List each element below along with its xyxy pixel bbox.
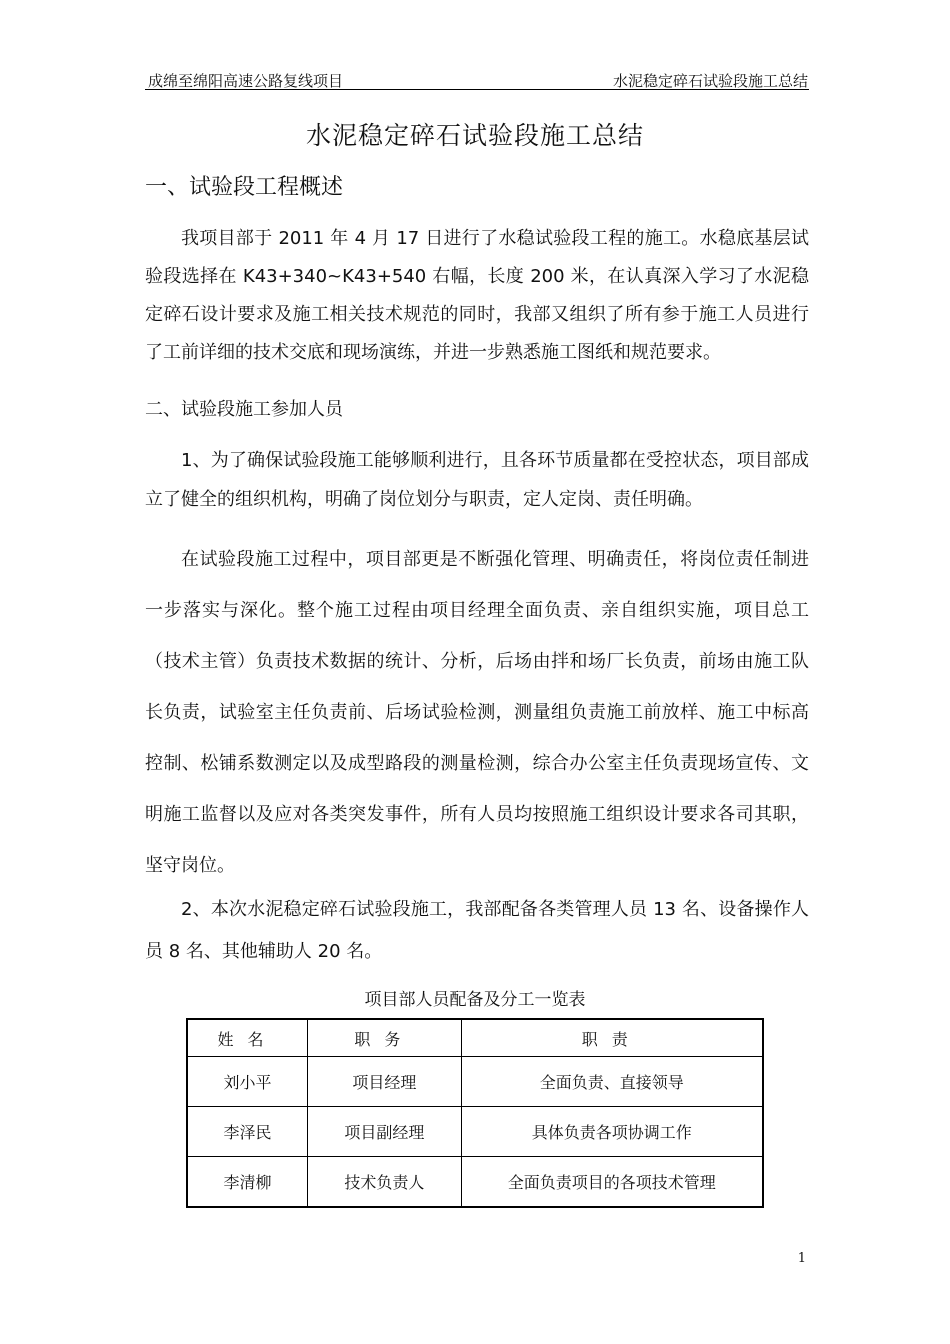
table-header-row (187, 1019, 763, 1057)
section2-paragraph-1: 1、为了确保试验段施工能够顺利进行，且各环节质量都在受控状态，项目部成立了健全的组织机构，明确了岗位划分与职责，定人定岗、责任明确。 (145, 450, 809, 510)
cell-position: 项目经理 (308, 1057, 461, 1107)
table-row (187, 1107, 763, 1157)
section2-paragraph-3: 2、本次水泥稳定碎石试验段施工，我部配备各类管理人员 13 名、设备操作人员 8 名、其他辅助人 20 名。 (145, 899, 809, 962)
document-title: 水泥稳定碎石试验段施工总结 (305, 121, 644, 150)
header-document-name: 水泥稳定碎石试验段施工总结 (612, 72, 808, 90)
cell-position: 技术负责人 (308, 1157, 461, 1208)
staff-table (186, 1018, 764, 1208)
cell-duties: 全面负责项目的各项技术管理 (461, 1157, 763, 1208)
section1-paragraph: 我项目部于 2011 年 4 月 17 日进行了水稳试验段工程的施工。水稳底基层试验段选择在 K43+340~K43+540 右幅，长度 200 米，在认真深入学习了水泥稳定碎石设计要求及施工相关技术规范的同时，我部又组织了所有参于施工人员进行了工前详细的技术交底和现场演练，并进一步熟悉施工图纸和规范要求。 (145, 228, 809, 363)
cell-duties: 具体负责各项协调工作 (461, 1107, 763, 1157)
column-header-position: 职务 (308, 1019, 461, 1057)
cell-name: 李清柳 (187, 1157, 308, 1208)
section2-paragraph-2: 在试验段施工过程中，项目部更是不断强化管理、明确责任，将岗位责任制进一步落实与深化。整个施工过程由项目经理全面负责、亲自组织实施，项目总工（技术主管）负责技术数据的统计、分析，后场由拌和场厂长负责，前场由施工队长负责，试验室主任负责前、后场试验检测，测量组负责施工前放样、施工中标高控制、松铺系数测定以及成型路段的测量检测，综合办公室主任负责现场宣传、文明施工监督以及应对各类突发事件，所有人员均按照施工组织设计要求各司其职，坚守岗位。 (145, 549, 809, 876)
cell-name: 李泽民 (187, 1107, 308, 1157)
table-title: 项目部人员配备及分工一览表 (364, 990, 586, 1010)
header-project-name: 成绵至绵阳高速公路复线项目 (148, 72, 344, 90)
section2-body-2 (145, 534, 809, 891)
section1-body (145, 220, 809, 372)
page-number: 1 (797, 1251, 806, 1266)
table-row (187, 1157, 763, 1208)
section2-heading: 二、试验段施工参加人员 (145, 399, 343, 420)
column-header-name: 姓名 (187, 1019, 308, 1057)
column-header-duties: 职责 (461, 1019, 763, 1057)
cell-name: 刘小平 (187, 1057, 308, 1107)
cell-duties: 全面负责、直接领导 (461, 1057, 763, 1107)
section2-body-3 (145, 889, 809, 973)
cell-position: 项目副经理 (308, 1107, 461, 1157)
header-divider (145, 89, 809, 90)
section1-heading: 一、试验段工程概述 (145, 175, 344, 200)
table-row (187, 1057, 763, 1107)
section2-body-1 (145, 441, 809, 519)
